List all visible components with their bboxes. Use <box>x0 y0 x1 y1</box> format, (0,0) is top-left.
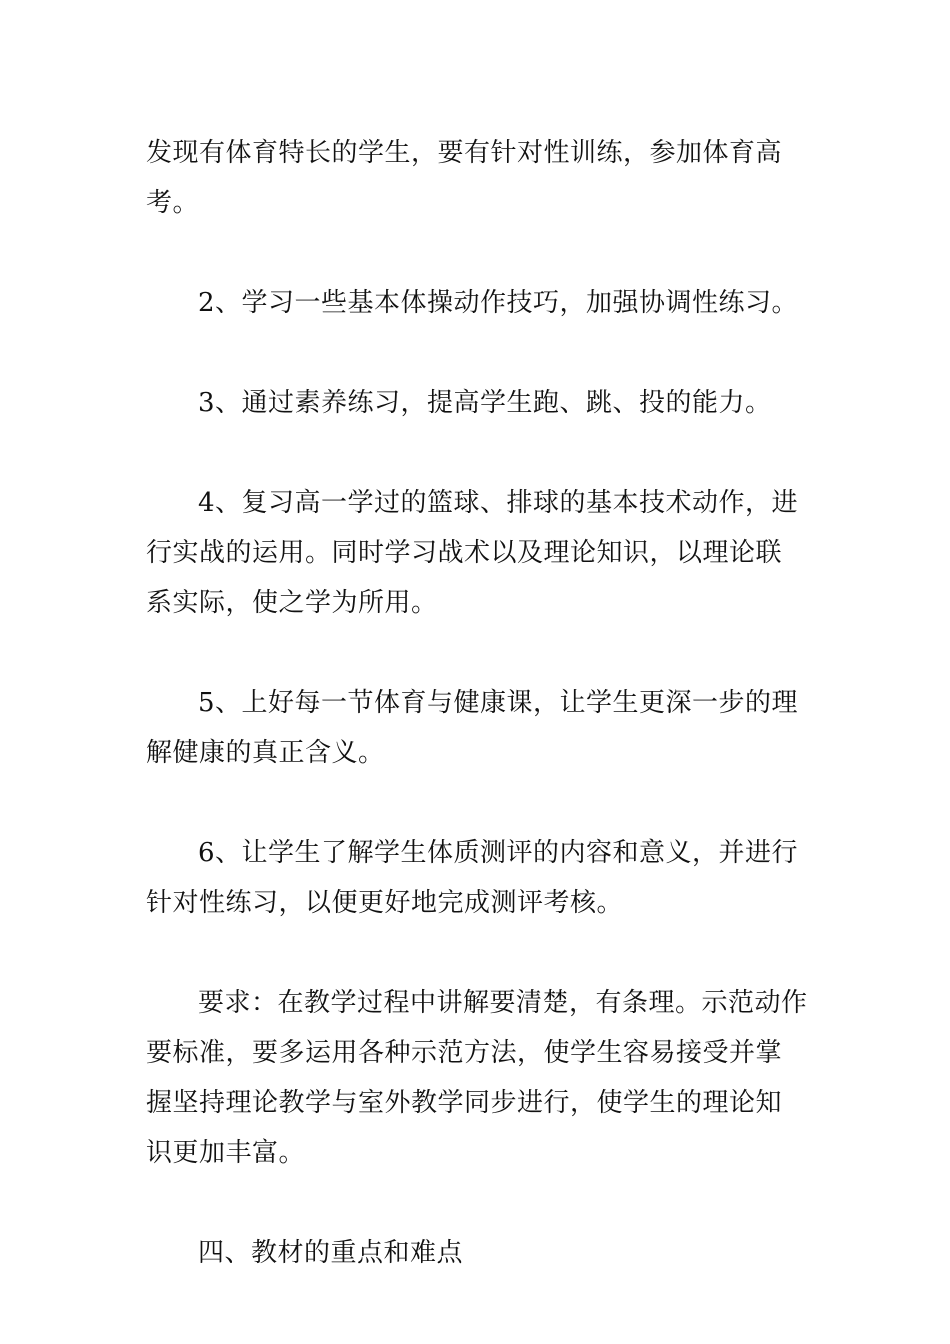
paragraph-item-3: 3、通过素养练习，提高学生跑、跳、投的能力。 <box>198 388 772 418</box>
paragraph-item-2: 2、学习一些基本体操动作技巧，加强协调性练习。 <box>198 288 799 318</box>
paragraph-continuation: 发现有体育特长的学生，要有针对性训练，参加体育高考。 <box>146 138 783 218</box>
paragraph-requirements: 要求：在教学过程中讲解要清楚，有条理。示范动作要标准，要多运用各种示范方法，使学生容易接受并掌握坚持理论教学与室外教学同步进行，使学生的理论知识更加丰富。 <box>146 988 808 1168</box>
paragraph-gap <box>146 328 808 378</box>
paragraph-gap <box>146 228 808 278</box>
paragraph-item-5: 5、上好每一节体育与健康课，让学生更深一步的理解健康的真正含义。 <box>146 688 799 768</box>
paragraph-gap <box>146 1178 808 1228</box>
paragraph-gap <box>146 778 808 828</box>
paragraph-gap <box>146 628 808 678</box>
paragraph-item-6: 6、让学生了解学生体质测评的内容和意义，并进行针对性练习，以便更好地完成测评考核。 <box>146 838 799 918</box>
paragraph-gap <box>146 928 808 978</box>
paragraph-item-4: 4、复习高一学过的篮球、排球的基本技术动作，进行实战的运用。同时学习战术以及理论知识，以理论联系实际，使之学为所用。 <box>146 488 799 618</box>
section-heading: 四、教材的重点和难点 <box>198 1238 464 1268</box>
document-body <box>146 128 808 1278</box>
paragraph-gap <box>146 428 808 478</box>
